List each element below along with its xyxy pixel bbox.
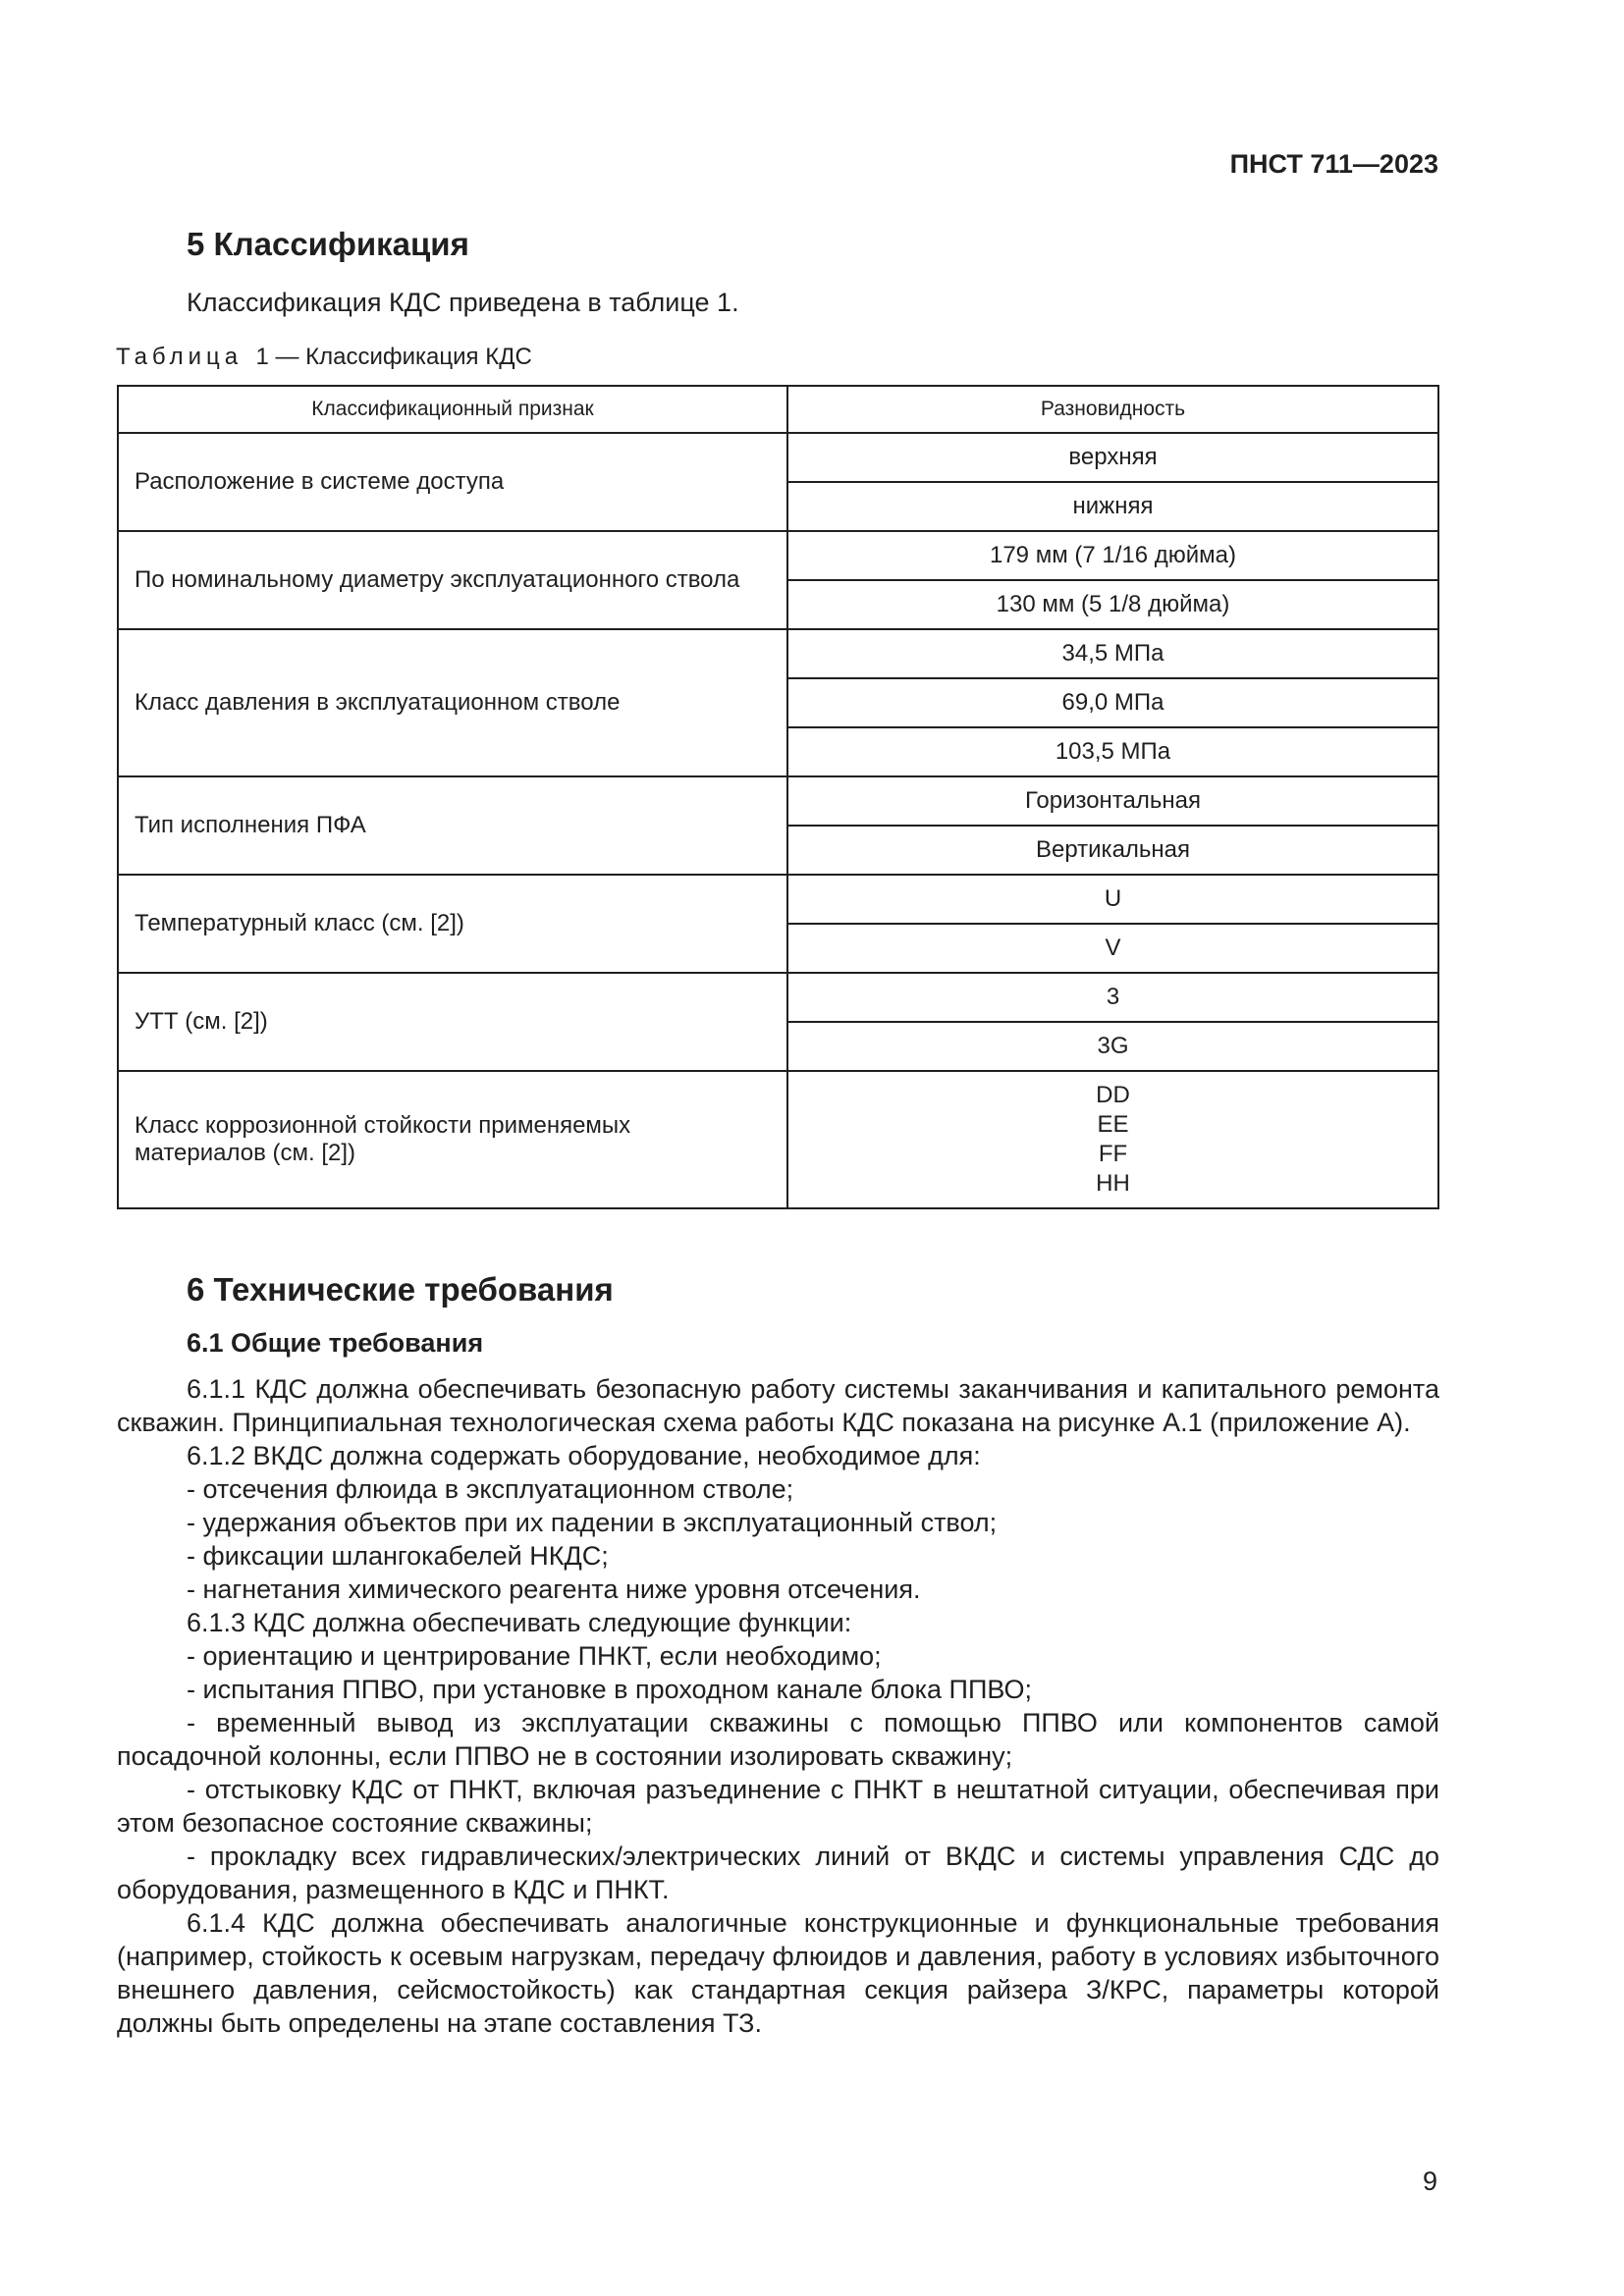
row-label: Температурный класс (см. [2])	[118, 875, 787, 973]
row-value: Горизонтальная	[787, 776, 1438, 826]
row-value: 69,0 МПа	[787, 678, 1438, 727]
row-value: 130 мм (5 1/8 дюйма)	[787, 580, 1438, 629]
row-value: DD	[1096, 1082, 1130, 1108]
row-value: Вертикальная	[787, 826, 1438, 875]
section-6-title: 6 Технические требования	[187, 1271, 614, 1308]
column-header-feature: Классификационный признак	[118, 386, 787, 433]
document-id: ПНСТ 711—2023	[1229, 149, 1438, 179]
row-value: 179 мм (7 1/16 дюйма)	[787, 531, 1438, 580]
table-row	[118, 875, 1438, 924]
row-value: 3G	[787, 1022, 1438, 1071]
row-value: 3	[787, 973, 1438, 1022]
row-label: Расположение в системе доступа	[118, 433, 787, 531]
list-item: - испытания ППВО, при установке в проходном канале блока ППВО;	[187, 1675, 1032, 1704]
table-row	[118, 1071, 1438, 1208]
row-value: V	[787, 924, 1438, 973]
row-value: 34,5 МПа	[787, 629, 1438, 678]
classification-table	[117, 385, 1439, 1209]
table-row	[118, 531, 1438, 580]
row-value: 103,5 МПа	[787, 727, 1438, 776]
row-label: Тип исполнения ПФА	[118, 776, 787, 875]
table-row	[118, 629, 1438, 678]
row-value: HH	[1096, 1170, 1130, 1197]
table-row	[118, 973, 1438, 1022]
row-value-list	[787, 1071, 1438, 1208]
list-item: - удержания объектов при их падении в эксплуатационный ствол;	[187, 1508, 998, 1537]
list-item: - отстыковку КДС от ПНКТ, включая разъединение с ПНКТ в нештатной ситуации, обеспечивая при этом безопасное состояние скважины;	[117, 1775, 1439, 1838]
list-item: - нагнетания химического реагента ниже уровня отсечения.	[187, 1575, 921, 1604]
row-label: УТТ (см. [2])	[118, 973, 787, 1071]
row-label: По номинальному диаметру эксплуатационного ствола	[118, 531, 787, 629]
list-item: - отсечения флюида в эксплуатационном стволе;	[187, 1474, 794, 1504]
section-5-intro: Классификация КДС приведена в таблице 1.	[187, 288, 739, 317]
table-row	[118, 776, 1438, 826]
row-label-line: материалов (см. [2])	[135, 1140, 356, 1166]
paragraph-6-1-1: 6.1.1 КДС должна обеспечивать безопасную работу системы заканчивания и капитального ремонта скважин. Принципиальная технологическая схема работы КДС показана на рисунке А.1 (приложение А).	[117, 1374, 1439, 1437]
list-item: - ориентацию и центрирование ПНКТ, если необходимо;	[187, 1641, 882, 1671]
row-value: EE	[1097, 1111, 1129, 1138]
page-number: 9	[1422, 2166, 1437, 2196]
paragraph-6-1-3: 6.1.3 КДС должна обеспечивать следующие функции:	[187, 1608, 852, 1637]
row-value: U	[787, 875, 1438, 924]
list-item: - прокладку всех гидравлических/электрических линий от ВКДС и системы управления СДС до оборудования, размещенного в КДС и ПНКТ.	[117, 1842, 1439, 1904]
table-header-row	[118, 386, 1438, 433]
table-caption-label: Таблица	[116, 344, 244, 370]
subsection-6-1-title: 6.1 Общие требования	[187, 1328, 484, 1358]
paragraph-6-1-2: 6.1.2 ВКДС должна содержать оборудование, необходимое для:	[187, 1441, 981, 1470]
section-6-body	[117, 1372, 1439, 2040]
list-item: - временный вывод из эксплуатации скважины с помощью ППВО или компонентов самой посадочной колонны, если ППВО не в состоянии изолировать скважину;	[117, 1708, 1439, 1771]
row-value: верхняя	[787, 433, 1438, 482]
column-header-variety: Разновидность	[787, 386, 1438, 433]
table-caption	[116, 344, 532, 371]
section-5-title: 5 Классификация	[187, 226, 469, 262]
paragraph-6-1-4: 6.1.4 КДС должна обеспечивать аналогичные конструкционные и функциональные требования (например, стойкость к осевым нагрузкам, передачу флюидов и давления, работу в условиях избыточного внешнего давления, сейсмостойкость) как стандартная секция райзера З/КРС, параметры которой должны быть определены на этапе составления ТЗ.	[117, 1908, 1439, 2038]
row-value: нижняя	[787, 482, 1438, 531]
row-value: FF	[1098, 1141, 1128, 1167]
list-item: - фиксации шлангокабелей НКДС;	[187, 1541, 609, 1571]
table-caption-text: 1 — Классификация КДС	[255, 344, 532, 370]
table-row	[118, 433, 1438, 482]
row-label-line: Класс коррозионной стойкости применяемых	[135, 1112, 631, 1139]
row-label	[118, 1071, 787, 1208]
row-label: Класс давления в эксплуатационном стволе	[118, 629, 787, 776]
